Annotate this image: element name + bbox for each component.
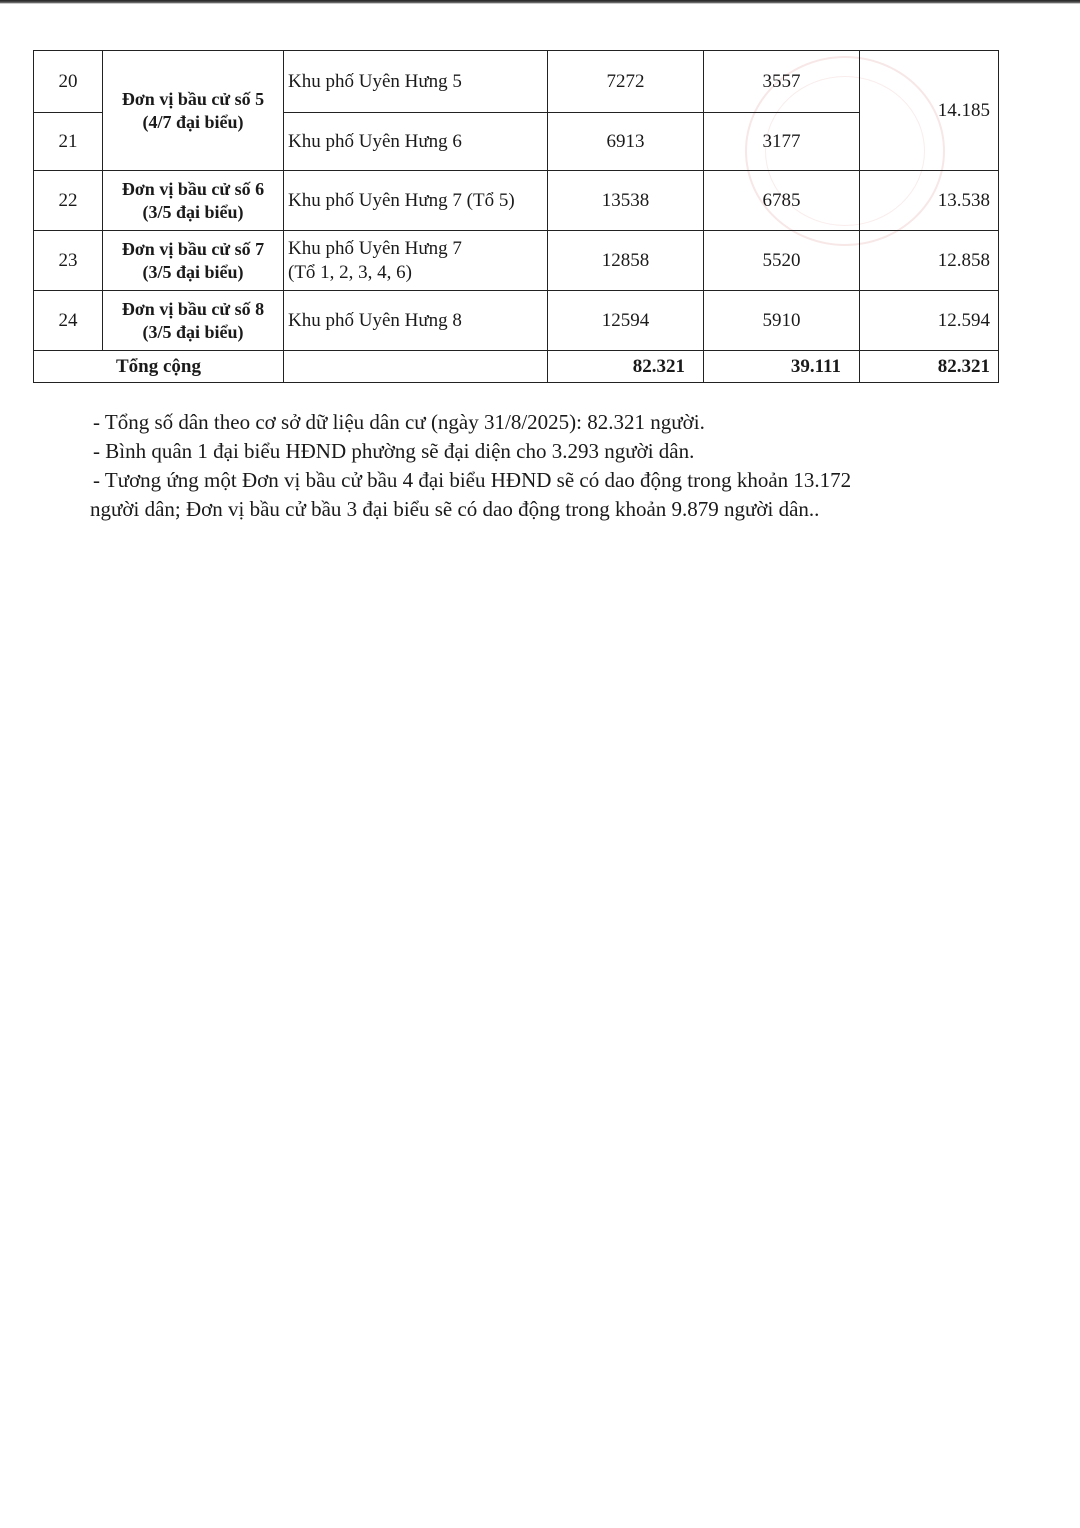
notes-section <box>90 408 973 524</box>
electoral-unit-cell <box>103 231 284 291</box>
row-number: 24 <box>34 291 103 351</box>
area-name: Khu phố Uyên Hưng 7 (Tổ 5) <box>284 171 548 231</box>
table-row <box>34 291 999 351</box>
summary-total: 82.321 <box>860 351 999 383</box>
area-name: Khu phố Uyên Hưng 7 <box>288 237 462 259</box>
population-value: 12594 <box>548 291 704 351</box>
voters-value: 5910 <box>704 291 860 351</box>
area-name-cell <box>284 231 548 291</box>
electoral-unit-name: Đơn vị bầu cử số 8 <box>121 298 265 319</box>
electoral-unit-cell <box>103 51 284 171</box>
note-range-line1: - Tương ứng một Đơn vị bầu cử bầu 4 đại biểu HĐND sẽ có dao động trong khoản 13.172 <box>93 468 852 492</box>
unit-total-value: 12.594 <box>860 291 999 351</box>
area-groups: (Tổ 1, 2, 3, 4, 6) <box>288 261 413 283</box>
voters-value: 6785 <box>704 171 860 231</box>
summary-label: Tổng cộng <box>34 351 284 383</box>
table-summary-row <box>34 351 999 383</box>
summary-voters: 39.111 <box>704 351 860 383</box>
row-number: 21 <box>34 113 103 171</box>
electoral-unit-delegates: (3/5 đại biểu) <box>142 321 244 342</box>
unit-total-value: 13.538 <box>860 171 999 231</box>
voters-value: 5520 <box>704 231 860 291</box>
electoral-unit-name: Đơn vị bầu cử số 6 <box>121 178 265 199</box>
area-name: Khu phố Uyên Hưng 8 <box>284 291 548 351</box>
voters-value: 3557 <box>704 51 860 113</box>
population-value: 6913 <box>548 113 704 171</box>
voting-units-table <box>33 50 999 383</box>
electoral-unit-delegates: (3/5 đại biểu) <box>142 201 244 222</box>
electoral-unit-cell <box>103 171 284 231</box>
scan-top-edge <box>0 0 1080 4</box>
row-number: 23 <box>34 231 103 291</box>
summary-population: 82.321 <box>548 351 704 383</box>
unit-total-value: 12.858 <box>860 231 999 291</box>
population-value: 7272 <box>548 51 704 113</box>
electoral-unit-name: Đơn vị bầu cử số 7 <box>121 238 265 259</box>
population-value: 12858 <box>548 231 704 291</box>
electoral-unit-name: Đơn vị bầu cử số 5 <box>121 88 265 109</box>
electoral-unit-cell <box>103 291 284 351</box>
electoral-unit-delegates: (3/5 đại biểu) <box>142 261 244 282</box>
voters-value: 3177 <box>704 113 860 171</box>
table-row <box>34 171 999 231</box>
population-value: 13538 <box>548 171 704 231</box>
summary-empty-cell <box>284 351 548 383</box>
electoral-unit-delegates: (4/7 đại biểu) <box>142 111 244 132</box>
row-number: 20 <box>34 51 103 113</box>
row-number: 22 <box>34 171 103 231</box>
area-name: Khu phố Uyên Hưng 6 <box>284 113 548 171</box>
area-name: Khu phố Uyên Hưng 5 <box>284 51 548 113</box>
table-row <box>34 231 999 291</box>
table-row <box>34 51 999 113</box>
note-average-per-delegate: - Bình quân 1 đại biểu HĐND phường sẽ đại diện cho 3.293 người dân. <box>93 439 695 463</box>
note-total-population: - Tổng số dân theo cơ sở dữ liệu dân cư (ngày 31/8/2025): 82.321 người. <box>93 410 705 434</box>
unit-total-value: 14.185 <box>860 51 999 171</box>
note-range-line2: người dân; Đơn vị bầu cử bầu 3 đại biểu sẽ có dao động trong khoản 9.879 người dân.. <box>90 497 820 521</box>
